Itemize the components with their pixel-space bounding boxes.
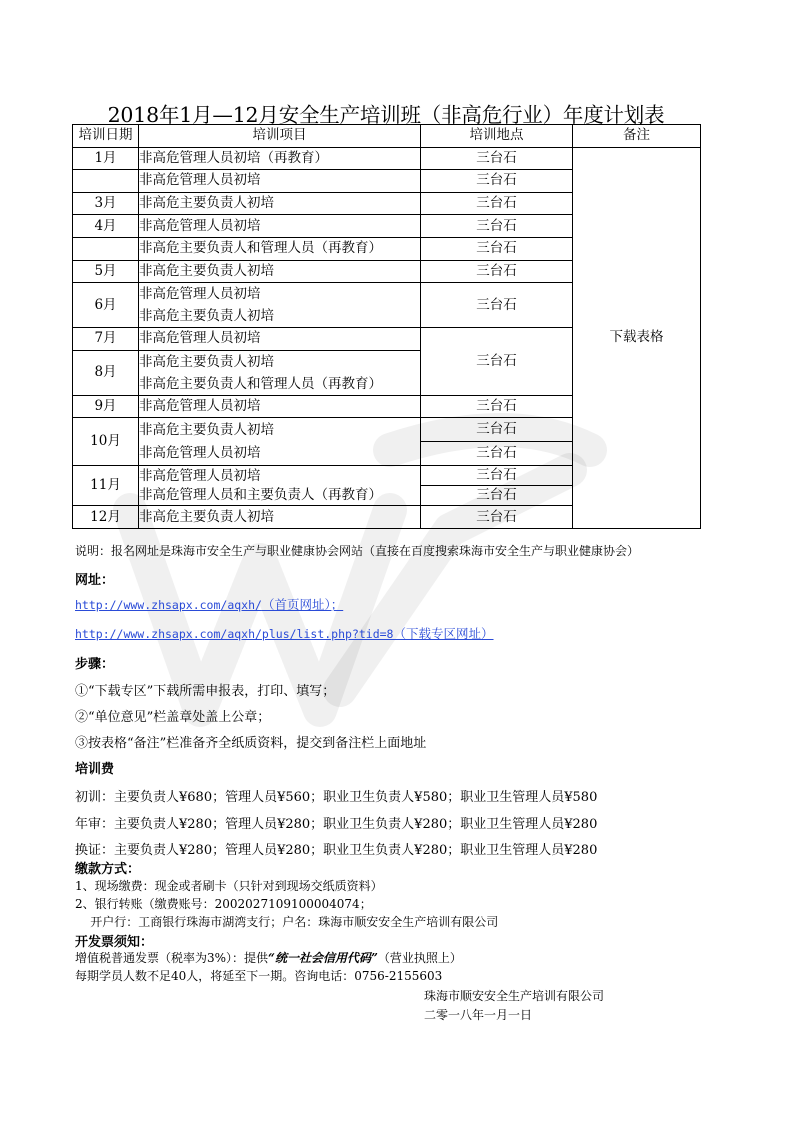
header-note: 备注 [573, 125, 701, 148]
website-heading: 网址： [75, 573, 115, 588]
project-line: 非高危管理人员初培 [139, 444, 261, 461]
location-cell: 三台石 [421, 486, 573, 506]
header-project: 培训项目 [139, 125, 421, 148]
month-cell: 6月 [73, 283, 139, 328]
location-cell: 三台石 [421, 283, 573, 328]
month-cell: 3月 [73, 192, 139, 215]
company-signature: 珠海市顺安安全生产培训有限公司 [424, 989, 605, 1003]
signature-date: 二零一八年一月一日 [424, 1008, 533, 1022]
project-cell: 非高危主要负责人初培 [139, 506, 421, 529]
explanation-text: 说明：报名网址是珠海市安全生产与职业健康协会网站（直接在百度搜索珠海市安全生产与职业健康协会） [75, 544, 640, 558]
project-cell [139, 466, 421, 506]
month-cell: 1月 [73, 147, 139, 170]
month-cell: 10月 [73, 418, 139, 466]
project-cell [139, 418, 421, 466]
month-cell: 8月 [73, 350, 139, 395]
project-line: 非高危主要负责人初培 [139, 421, 274, 438]
location-cell: 三台石 [421, 170, 573, 193]
project-line: 非高危管理人员初培 [139, 286, 261, 303]
project-cell: 非高危主要负责人初培 [139, 192, 421, 215]
month-cell: 9月 [73, 395, 139, 418]
step-item: ③按表格“备注”栏准备齐全纸质资料，提交到备注栏上面地址 [75, 736, 427, 751]
download-form-link[interactable]: 下载表格 [609, 329, 664, 346]
month-cell: 11月 [73, 466, 139, 506]
download-area-link[interactable]: http://www.zhsapx.com/aqxh/plus/list.php?tid=8（下载专区网址） [75, 626, 494, 641]
project-cell: 非高危管理人员初培（再教育） [139, 147, 421, 170]
training-plan-table [72, 124, 701, 529]
project-line: 非高危主要负责人初培 [139, 308, 274, 325]
invoice-line: 每期学员人数不足40人，将延至下一期。咨询电话：0756-2155603 [75, 969, 443, 983]
month-cell [73, 237, 139, 260]
location-cell: 三台石 [421, 466, 573, 486]
payment-item: 2、银行转账（缴费账号：2002027109100004074； [75, 897, 372, 911]
location-cell: 三台石 [421, 260, 573, 283]
location-cell: 三台石 [421, 215, 573, 238]
page-title: 2018年1月—12月安全生产培训班（非高危行业）年度计划表 [107, 103, 665, 127]
location-cell: 三台石 [421, 395, 573, 418]
project-line: 非高危管理人员和主要负责人（再教育） [139, 486, 382, 503]
project-cell [139, 350, 421, 395]
location-cell: 三台石 [421, 506, 573, 529]
invoice-line: 增值税普通发票（税率为3%）：提供“统一社会信用代码”（营业执照上） [75, 951, 462, 965]
payment-item: 1、现场缴费：现金或者刷卡（只针对到现场交纸质资料） [75, 879, 383, 893]
month-cell: 7月 [73, 328, 139, 351]
project-cell: 非高危管理人员初培 [139, 170, 421, 193]
payment-item: 开户行：工商银行珠海市湖湾支行；户名：珠海市顺安安全生产培训有限公司 [75, 915, 499, 929]
fees-heading: 培训费 [75, 762, 115, 777]
fee-item: 年审：主要负责人¥280；管理人员¥280；职业卫生负责人¥280；职业卫生管理人员¥280 [75, 817, 598, 832]
month-cell [73, 170, 139, 193]
header-location: 培训地点 [421, 125, 573, 148]
location-cell: 三台石 [421, 328, 573, 396]
project-cell: 非高危管理人员初培 [139, 215, 421, 238]
table-row [73, 147, 701, 170]
location-cell: 三台石 [421, 418, 573, 442]
project-cell: 非高危管理人员初培 [139, 328, 421, 351]
month-cell: 12月 [73, 506, 139, 529]
download-link-row[interactable] [75, 624, 494, 642]
month-cell: 4月 [73, 215, 139, 238]
table-header-row [73, 125, 701, 148]
month-cell: 5月 [73, 260, 139, 283]
fee-item: 换证：主要负责人¥280；管理人员¥280；职业卫生负责人¥280；职业卫生管理人员¥280 [75, 843, 598, 858]
homepage-link[interactable]: http://www.zhsapx.com/aqxh/（首页网址）； [75, 597, 344, 612]
project-line: 非高危管理人员初培 [139, 467, 261, 484]
location-cell: 三台石 [421, 237, 573, 260]
note-cell[interactable] [573, 147, 701, 528]
project-cell [139, 283, 421, 328]
homepage-link-row[interactable] [75, 595, 343, 613]
invoice-heading: 开发票须知： [75, 935, 154, 950]
fee-item: 初训：主要负责人¥680；管理人员¥560；职业卫生负责人¥580；职业卫生管理人员¥580 [75, 790, 598, 805]
step-item: ②“单位意见”栏盖章处盖上公章； [75, 710, 271, 725]
project-line: 非高危主要负责人初培 [139, 353, 274, 370]
payment-heading: 缴款方式： [75, 862, 141, 877]
steps-heading: 步骤： [75, 657, 115, 672]
project-cell: 非高危主要负责人和管理人员（再教育） [139, 237, 421, 260]
location-cell: 三台石 [421, 442, 573, 466]
location-cell: 三台石 [421, 147, 573, 170]
header-date: 培训日期 [73, 125, 139, 148]
project-cell: 非高危主要负责人初培 [139, 260, 421, 283]
step-item: ①“下载专区”下载所需申报表，打印、填写； [75, 684, 336, 699]
project-line: 非高危主要负责人和管理人员（再教育） [139, 375, 382, 392]
location-cell: 三台石 [421, 192, 573, 215]
project-cell: 非高危管理人员初培 [139, 395, 421, 418]
